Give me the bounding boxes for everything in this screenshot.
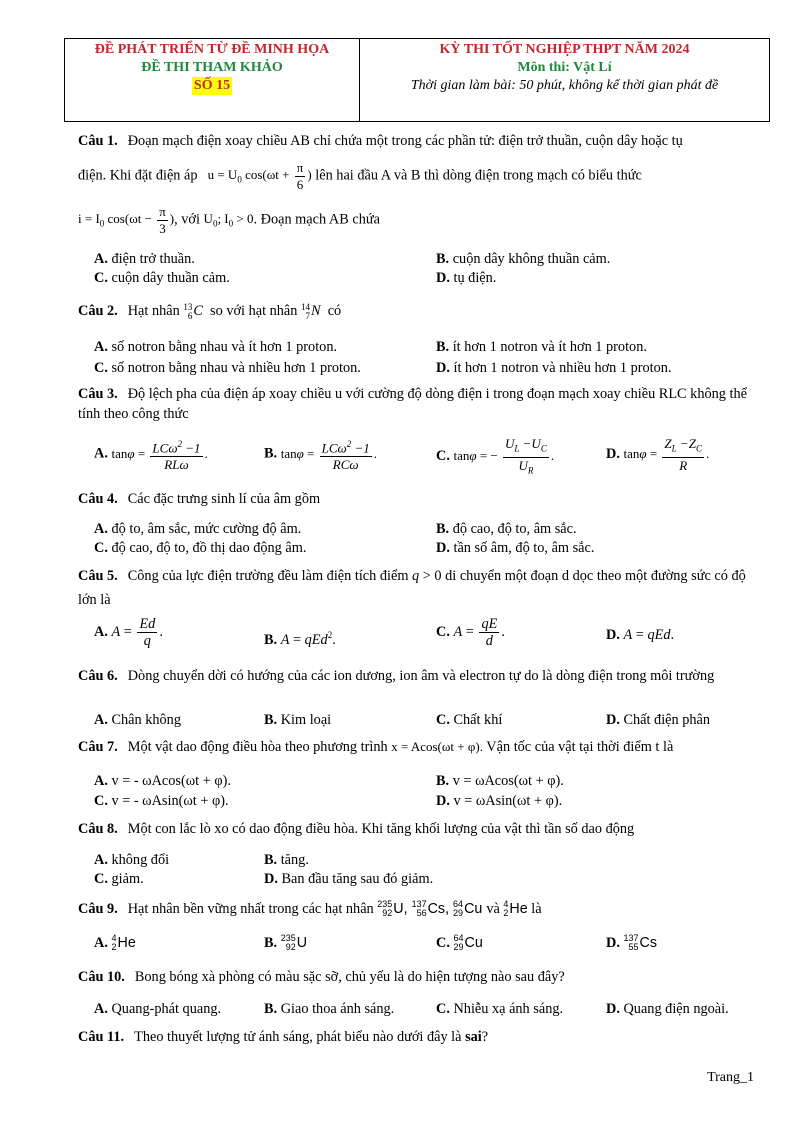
header-left bbox=[65, 39, 360, 121]
question-text: Các đặc trưng sinh lí của âm gồm bbox=[127, 491, 321, 507]
header-left-line1: ĐỀ PHÁT TRIỂN TỪ ĐỀ MINH HỌA bbox=[94, 42, 330, 57]
option-c[interactable]: C. A = $\frac{qE}{d}$ . bbox=[436, 616, 505, 649]
option-a[interactable]: A. điện trở thuần. bbox=[94, 251, 195, 267]
option-b[interactable]: B. Kim loại bbox=[264, 712, 332, 728]
question-number: Câu 2. bbox=[78, 303, 118, 319]
question-text: Một vật dao động điều hòa theo phương trình bbox=[127, 739, 388, 755]
option-c[interactable]: C. 64 29 Cu bbox=[436, 933, 483, 953]
question-9: Câu 9. Hạt nhân bền vững nhất trong các hạt nhân 235 92 U, 137 56 Cs, 64 29 Cu và 4 2 He là bbox=[78, 899, 542, 919]
option-d[interactable]: D. 137 55 Cs bbox=[606, 933, 657, 953]
question-text: . Đoạn mạch AB chứa bbox=[253, 211, 380, 228]
question-text: ? bbox=[481, 1029, 489, 1045]
question-1-line2 bbox=[78, 160, 758, 193]
question-text: Vận tốc của vật tại thời điểm t là bbox=[486, 739, 674, 755]
option-c[interactable]: C. Nhiễu xạ ánh sáng. bbox=[436, 1001, 564, 1017]
option-b[interactable]: B. A = qEd$^2$. bbox=[264, 630, 336, 648]
option-b[interactable]: B. v = ωAcos(ωt + φ). bbox=[436, 773, 564, 789]
option-b[interactable]: B. tăng. bbox=[264, 852, 309, 868]
option-d[interactable]: D. Quang điện ngoài. bbox=[606, 1001, 729, 1017]
header-right bbox=[360, 39, 769, 121]
option-d[interactable]: D. A = qEd. bbox=[606, 627, 675, 643]
exam-subject: Môn thi: Vật Lí bbox=[517, 60, 612, 75]
option-a[interactable]: A. tanφ = $\frac{LC\omega^2 -1}{\text{RLω}}$ . bbox=[94, 436, 208, 473]
option-a[interactable]: A. 4 2 He bbox=[94, 933, 136, 953]
question-text: Bong bóng xà phòng có màu sặc sỡ, chủ yếu là do hiện tượng nào sau đây? bbox=[134, 969, 565, 985]
question-3 bbox=[78, 384, 758, 424]
page-number: Trang_1 bbox=[707, 1070, 754, 1085]
current-formula: $i = I_0$ cos(ωt − $\frac{\pi}{3}$ ) bbox=[78, 204, 175, 236]
nuclei-list: 235 92 U, 137 56 Cs, 64 29 Cu bbox=[377, 899, 483, 919]
question-text: có bbox=[327, 303, 342, 319]
option-d[interactable]: D. tần số âm, độ to, âm sắc. bbox=[436, 540, 595, 556]
question-text: Hạt nhân bbox=[127, 303, 180, 319]
helium-4-nucleus: 4 2 He bbox=[503, 899, 528, 919]
carbon-13-nucleus: 13 6 C bbox=[183, 301, 203, 321]
question-11 bbox=[78, 1026, 758, 1048]
question-number: Câu 8. bbox=[78, 821, 118, 837]
question-text: di chuyển một đoạn d dọc theo một đường sức có độ lớn là bbox=[78, 568, 746, 608]
option-c[interactable]: C. Chất khí bbox=[436, 712, 503, 728]
question-text: lên hai đầu A và B thì dòng điện trong mạch có biểu thức bbox=[315, 167, 642, 184]
option-b[interactable]: B. Giao thoa ánh sáng. bbox=[264, 1001, 395, 1017]
option-b[interactable]: B. 235 92 U bbox=[264, 933, 308, 953]
exam-duration: Thời gian làm bài: 50 phút, không kể thời gian phát đề bbox=[410, 78, 719, 93]
question-text: điện. Khi đặt điện áp bbox=[78, 167, 198, 184]
question-text: Theo thuyết lượng tử ánh sáng, phát biểu nào dưới đây là bbox=[134, 1029, 462, 1045]
option-d[interactable]: D. ít hơn 1 notron và nhiều hơn 1 proton. bbox=[436, 360, 672, 376]
option-d[interactable]: D. v = ωAsin(ωt + φ). bbox=[436, 793, 563, 809]
question-number: Câu 4. bbox=[78, 491, 118, 507]
question-number: Câu 10. bbox=[78, 969, 125, 985]
option-d[interactable]: D. Chất điện phân bbox=[606, 712, 711, 728]
option-c[interactable]: C. v = - ωAsin(ωt + φ). bbox=[94, 793, 229, 809]
voltage-formula: $u = U_0$ cos(ωt + $\frac{\pi}{6}$ ) bbox=[201, 160, 312, 192]
option-a[interactable]: A. độ to, âm sắc, mức cường độ âm. bbox=[94, 521, 302, 537]
option-b[interactable]: B. độ cao, độ to, âm sắc. bbox=[436, 521, 577, 537]
header-left-line2: ĐỀ THI THAM KHẢO bbox=[141, 60, 283, 75]
question-text: , với bbox=[174, 211, 200, 228]
question-4 bbox=[78, 488, 758, 510]
question-5: Câu 5. Công của lực điện trường đều làm điện tích điểm q > 0 di chuyển một đoạn d dọc theo một đường sức có độ lớn là bbox=[78, 568, 746, 608]
option-a[interactable]: A. Quang-phát quang. bbox=[94, 1001, 222, 1017]
option-c[interactable]: C. giảm. bbox=[94, 871, 144, 887]
question-7 bbox=[78, 736, 758, 758]
option-a[interactable]: A. Chân không bbox=[94, 712, 181, 728]
question-number: Câu 7. bbox=[78, 739, 118, 755]
exam-title: KỲ THI TỐT NGHIỆP THPT NĂM 2024 bbox=[439, 42, 690, 57]
motion-equation: x = Acos(ωt + φ). bbox=[391, 739, 483, 754]
option-a[interactable]: A. A = $\frac{Ed}{q}$ . bbox=[94, 616, 163, 649]
question-8 bbox=[78, 818, 758, 840]
question-number: Câu 11. bbox=[78, 1029, 125, 1045]
option-c[interactable]: C. độ cao, độ to, đồ thị dao động âm. bbox=[94, 540, 307, 556]
question-text: Hạt nhân bền vững nhất trong các hạt nhân bbox=[127, 901, 374, 917]
question-6 bbox=[78, 666, 758, 686]
question-1-line3 bbox=[78, 204, 758, 237]
question-10 bbox=[78, 966, 758, 988]
question-number: Câu 1. bbox=[78, 133, 118, 149]
option-b[interactable]: B. ít hơn 1 notron và ít hơn 1 proton. bbox=[436, 339, 647, 355]
option-a[interactable]: A. không đổi bbox=[94, 852, 170, 868]
question-text: là bbox=[531, 901, 542, 917]
charge-condition: q bbox=[412, 568, 420, 584]
exam-number: SỐ 15 bbox=[193, 78, 231, 93]
question-text: Độ lệch pha của điện áp xoay chiều u với cường độ dòng điện i trong đoạn mạch xoay chiều RLC không thể tính theo công thức bbox=[78, 386, 747, 422]
option-b[interactable]: B. cuộn dây không thuần cảm. bbox=[436, 251, 611, 267]
question-number: Câu 6. bbox=[78, 668, 118, 684]
question-emphasis: sai bbox=[465, 1029, 482, 1045]
question-number: Câu 5. bbox=[78, 568, 118, 584]
option-d[interactable]: D. Ban đầu tăng sau đó giảm. bbox=[264, 871, 434, 887]
question-text: Dòng chuyển dời có hướng của các ion dương, ion âm và electron tự do là dòng điện trong môi trường bbox=[127, 668, 715, 684]
option-d[interactable]: D. tụ điện. bbox=[436, 270, 497, 286]
question-2 bbox=[78, 300, 758, 322]
option-a[interactable]: A. số notron bằng nhau và ít hơn 1 proton. bbox=[94, 339, 338, 355]
question-text: Công của lực điện trường đều làm điện tích điểm bbox=[127, 568, 409, 584]
question-text: so với hạt nhân bbox=[210, 303, 298, 319]
option-c[interactable]: C. số notron bằng nhau và nhiều hơn 1 proton. bbox=[94, 360, 361, 376]
option-d[interactable]: D. tanφ = $\frac{Z_L -Z_C}{R}$ . bbox=[606, 436, 710, 473]
exam-header bbox=[64, 38, 770, 122]
option-c[interactable]: C. cuộn dây thuần cảm. bbox=[94, 270, 230, 286]
nitrogen-14-nucleus: 14 7 N bbox=[300, 301, 321, 321]
condition-formula: $U_0$; $I_0 > 0$ bbox=[203, 211, 254, 230]
question-1 bbox=[78, 130, 758, 152]
question-text: Đoạn mạch điện xoay chiều AB chỉ chứa một trong các phần tử: điện trở thuần, cuộn dây hoặc tụ bbox=[127, 133, 683, 149]
question-text: Một con lắc lò xo có dao động điều hòa. Khi tăng khối lượng của vật thì tần số dao động bbox=[127, 821, 635, 837]
option-c[interactable]: C. tanφ = − $\frac{U_L -U_C}{U_R}$ . bbox=[436, 436, 555, 476]
option-a[interactable]: A. v = - ωAcos(ωt + φ). bbox=[94, 773, 231, 789]
option-b[interactable]: B. tanφ = $\frac{LC\omega^2 -1}{\text{RCω}}$ . bbox=[264, 436, 377, 473]
question-number: Câu 9. bbox=[78, 901, 118, 917]
question-number: Câu 3. bbox=[78, 386, 118, 402]
